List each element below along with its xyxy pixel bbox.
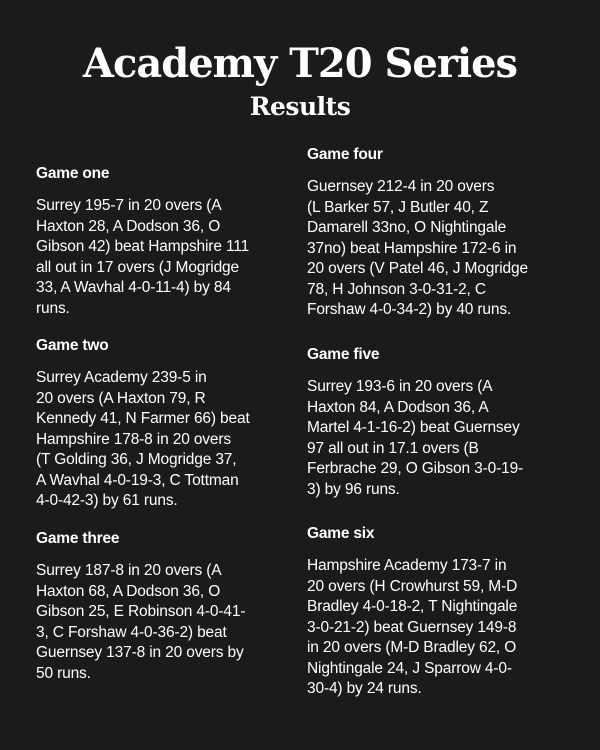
summary-line: Haxton 68, A Dodson 36, O — [36, 582, 221, 600]
summary-line: 4-0-42-3) by 61 runs. — [36, 492, 178, 509]
game-six-result — [307, 524, 517, 700]
summary-line: Surrey Academy 239-5 in — [36, 369, 207, 386]
summary-line: 20 overs (H Crowhurst 59, M-D — [307, 577, 518, 595]
game-heading: Game three — [36, 530, 120, 547]
summary-line: Nightingale 24, J Sparrow 4-0- — [307, 659, 512, 677]
summary-line: Guernsey 212-4 in 20 overs — [307, 178, 495, 195]
summary-line: Kennedy 41, N Farmer 66) beat — [36, 410, 250, 427]
summary-line: Haxton 28, A Dodson 36, O — [36, 217, 221, 235]
game-heading: Game five — [307, 346, 380, 363]
summary-line: 30-4) by 24 runs. — [307, 680, 422, 697]
game-summary — [36, 368, 250, 512]
summary-line: Ferbrache 29, O Gibson 3-0-19- — [307, 460, 524, 477]
summary-line: Surrey 193-6 in 20 overs (A — [307, 378, 493, 395]
summary-line: Haxton 84, A Dodson 36, A — [307, 398, 489, 416]
summary-line: 37no) beat Hampshire 172-6 in — [307, 239, 517, 257]
summary-line: runs. — [36, 299, 70, 317]
page-title: Academy T20 Series — [82, 40, 518, 87]
summary-line: Hampshire Academy 173-7 in — [307, 557, 507, 574]
summary-line: 78, H Johnson 3-0-31-2, C — [307, 280, 486, 298]
summary-line: 50 runs. — [36, 664, 91, 682]
game-heading: Game one — [36, 165, 110, 182]
summary-line: Damarell 33no, O Nightingale — [307, 219, 507, 236]
summary-line: Guernsey 137-8 in 20 overs by — [36, 644, 244, 661]
summary-line: Gibson 42) beat Hampshire 111 — [36, 238, 250, 255]
game-five-result — [307, 345, 523, 500]
game-summary — [307, 377, 523, 500]
summary-line: Gibson 25, E Robinson 4-0-41- — [36, 603, 246, 620]
summary-line: Surrey 195-7 in 20 overs (A — [36, 197, 222, 214]
summary-line: 33, A Wavhal 4-0-11-4) by 84 — [36, 279, 231, 296]
summary-line: (T Golding 36, J Mogridge 37, — [36, 451, 237, 468]
game-summary — [36, 561, 245, 684]
game-heading: Game four — [307, 146, 383, 163]
summary-line: 3, C Forshaw 4-0-36-2) beat — [36, 623, 227, 641]
summary-line: Forshaw 4-0-34-2) by 40 runs. — [307, 301, 512, 318]
game-two-result — [36, 336, 250, 512]
summary-line: 3) by 96 runs. — [307, 480, 400, 498]
summary-line: 97 all out in 17.1 overs (B — [307, 439, 479, 457]
summary-line: Bradley 4-0-18-2, T Nightingale — [307, 598, 518, 615]
summary-line: (L Barker 57, J Butler 40, Z — [307, 198, 489, 216]
game-summary — [36, 196, 249, 319]
summary-line: Martel 4-1-16-2) beat Guernsey — [307, 419, 520, 436]
summary-line: 20 overs (A Haxton 79, R — [36, 389, 206, 407]
summary-line: A Wavhal 4-0-19-3, C Tottman — [36, 471, 239, 489]
summary-line: 3-0-21-2) beat Guernsey 149-8 — [307, 618, 517, 636]
page-subtitle: Results — [249, 92, 351, 121]
game-heading: Game two — [36, 337, 109, 354]
game-summary — [307, 556, 517, 700]
game-four-result — [307, 145, 528, 321]
game-three-result — [36, 529, 245, 684]
game-summary — [307, 177, 528, 321]
game-heading: Game six — [307, 525, 375, 542]
summary-line: Hampshire 178-8 in 20 overs — [36, 430, 231, 448]
summary-line: Surrey 187-8 in 20 overs (A — [36, 562, 222, 579]
summary-line: all out in 17 overs (J Mogridge — [36, 258, 239, 276]
summary-line: 20 overs (V Patel 46, J Mogridge — [307, 260, 528, 277]
game-one-result — [36, 164, 249, 319]
summary-line: in 20 overs (M-D Bradley 62, O — [307, 639, 517, 656]
